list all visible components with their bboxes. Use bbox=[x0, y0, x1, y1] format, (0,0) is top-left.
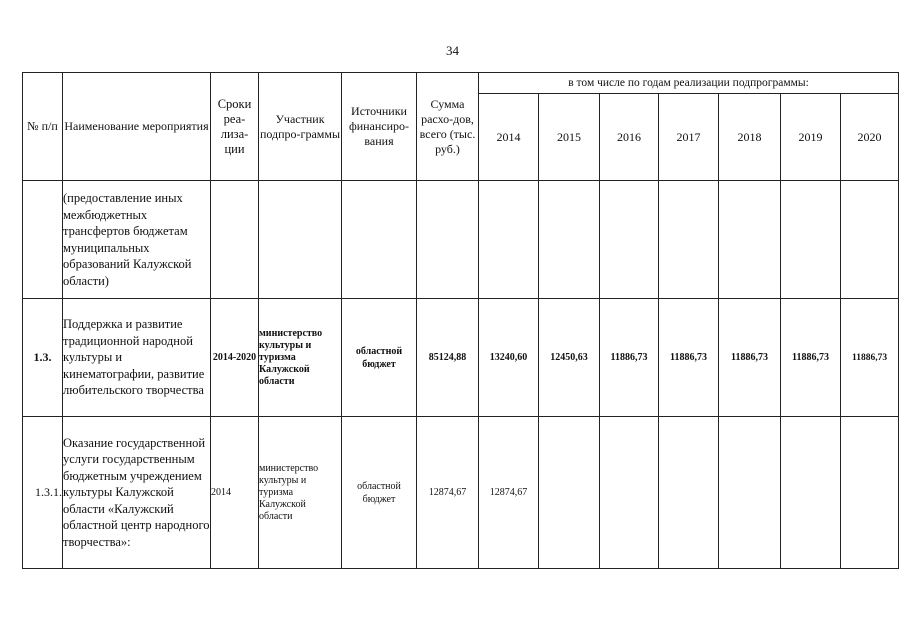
row-value-2014 bbox=[479, 181, 539, 299]
row-name: Поддержка и развитие традиционной народной культуры и кинематографии, развитие любительского творчества bbox=[63, 299, 211, 417]
row-value-2018: 11886,73 bbox=[719, 299, 781, 417]
header-sources: Источники финансиро-вания bbox=[342, 73, 417, 181]
table-row bbox=[23, 299, 899, 417]
row-value-2019 bbox=[781, 417, 841, 569]
header-sum: Сумма расхо-дов, всего (тыс. руб.) bbox=[417, 73, 479, 181]
header-participant: Участник подпро-граммы bbox=[259, 73, 342, 181]
header-year-2016: 2016 bbox=[600, 94, 659, 181]
row-value-2018 bbox=[719, 417, 781, 569]
row-num: 1.3.1. bbox=[23, 417, 63, 569]
row-value-2016 bbox=[600, 417, 659, 569]
row-source: областной бюджет bbox=[342, 299, 417, 417]
row-value-2014: 13240,60 bbox=[479, 299, 539, 417]
row-total bbox=[417, 181, 479, 299]
row-value-2017: 11886,73 bbox=[659, 299, 719, 417]
header-year-2015: 2015 bbox=[539, 94, 600, 181]
table-row bbox=[23, 417, 899, 569]
row-value-2017 bbox=[659, 417, 719, 569]
row-value-2015 bbox=[539, 181, 600, 299]
row-name: (предоставление иных межбюджетных трансфертов бюджетам муниципальных образований Калужской области) bbox=[63, 181, 211, 299]
row-terms: 2014 bbox=[211, 417, 259, 569]
row-participant bbox=[259, 181, 342, 299]
page-number: 34 bbox=[446, 43, 459, 58]
header-num: № п/п bbox=[23, 73, 63, 181]
row-value-2019: 11886,73 bbox=[781, 299, 841, 417]
budget-table bbox=[22, 72, 899, 569]
row-value-2016 bbox=[600, 181, 659, 299]
header-year-2020: 2020 bbox=[841, 94, 899, 181]
row-value-2017 bbox=[659, 181, 719, 299]
row-terms: 2014-2020 bbox=[211, 299, 259, 417]
row-value-2015 bbox=[539, 417, 600, 569]
table-row bbox=[23, 181, 899, 299]
row-name: Оказание государственной услуги государственным бюджетным учреждением культуры Калужской области «Калужский областной центр народного творчества»: bbox=[63, 417, 211, 569]
row-total: 12874,67 bbox=[417, 417, 479, 569]
row-value-2020: 11886,73 bbox=[841, 299, 899, 417]
row-num bbox=[23, 181, 63, 299]
header-name: Наименование мероприятия bbox=[63, 73, 211, 181]
row-terms bbox=[211, 181, 259, 299]
header-year-2019: 2019 bbox=[781, 94, 841, 181]
row-total: 85124,88 bbox=[417, 299, 479, 417]
header-year-2018: 2018 bbox=[719, 94, 781, 181]
row-value-2018 bbox=[719, 181, 781, 299]
row-source: областной бюджет bbox=[342, 417, 417, 569]
row-value-2014: 12874,67 bbox=[479, 417, 539, 569]
row-source bbox=[342, 181, 417, 299]
header-terms: Сроки реа-лиза-ции bbox=[211, 73, 259, 181]
row-value-2020 bbox=[841, 181, 899, 299]
row-value-2019 bbox=[781, 181, 841, 299]
header-years-group: в том числе по годам реализации подпрограммы: bbox=[479, 73, 899, 94]
row-value-2015: 12450,63 bbox=[539, 299, 600, 417]
row-participant: министерство культуры и туризма Калужской области bbox=[259, 417, 342, 569]
header-year-2017: 2017 bbox=[659, 94, 719, 181]
row-num: 1.3. bbox=[23, 299, 63, 417]
row-participant: министерство культуры и туризма Калужской области bbox=[259, 299, 342, 417]
row-value-2020 bbox=[841, 417, 899, 569]
header-year-2014: 2014 bbox=[479, 94, 539, 181]
row-value-2016: 11886,73 bbox=[600, 299, 659, 417]
